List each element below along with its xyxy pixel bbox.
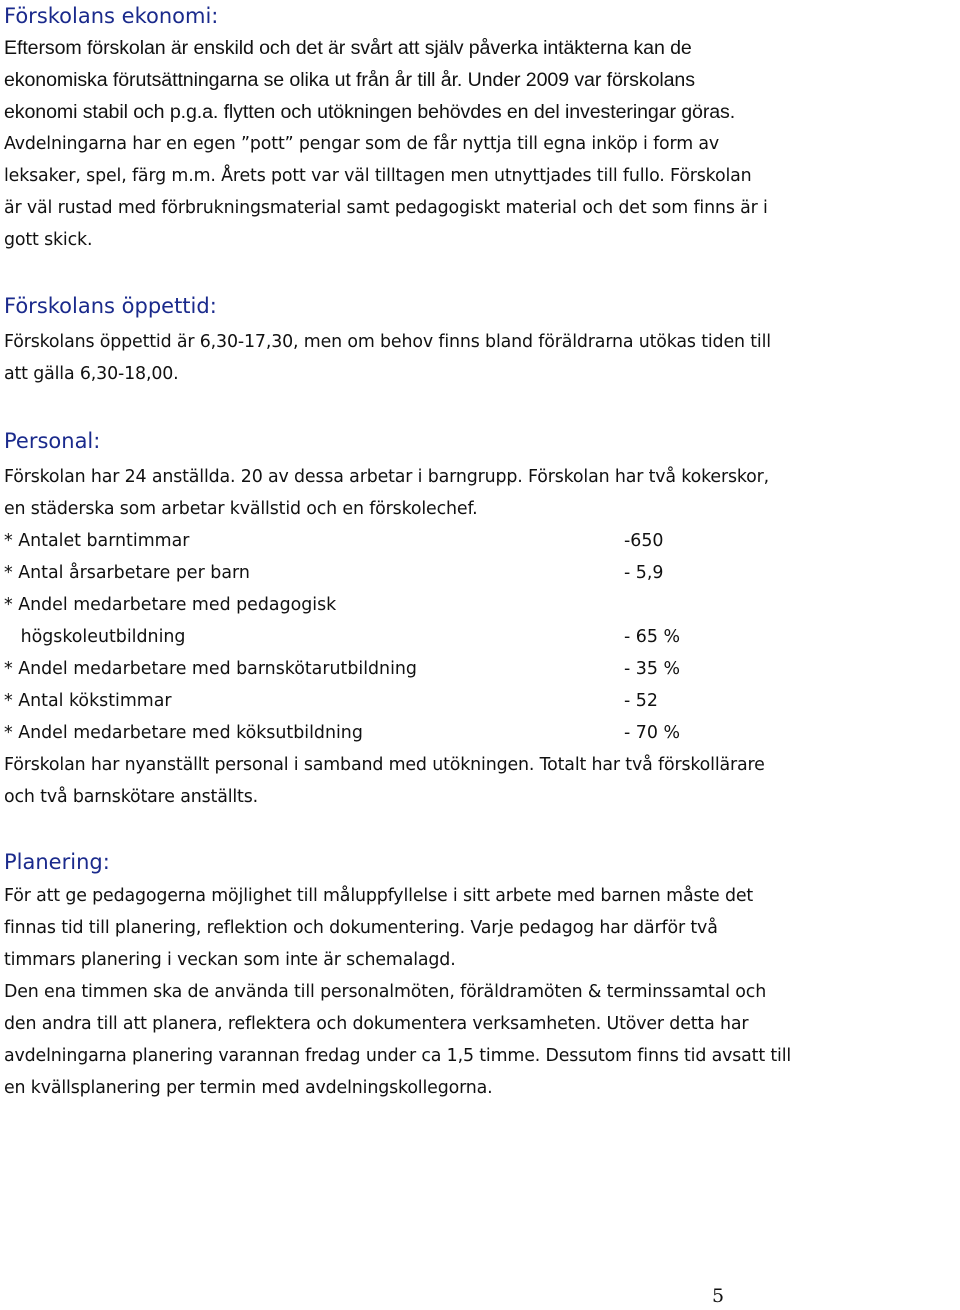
text-line: är väl rustad med förbrukningsmaterial samt pedagogiskt material och det som finns är i [4, 198, 768, 218]
stat-label: * Andel medarbetare med barnskötarutbildning [4, 659, 417, 679]
text-line: ekonomi stabil och p.g.a. flytten och utökningen behövdes en del investeringar göras. [4, 101, 736, 123]
stat-label: * Andel medarbetare med pedagogisk [4, 595, 337, 615]
paragraph-planering [4, 880, 956, 1104]
text-line: att gälla 6,30-18,00. [4, 364, 179, 384]
section-oppettid [4, 290, 956, 390]
section-planering [4, 846, 956, 1104]
text-line: Avdelningarna har en egen ”pott” pengar som de får nyttja till egna inköp i form av [4, 134, 720, 154]
stat-label: högskoleutbildning [4, 627, 186, 647]
text-line: gott skick. [4, 230, 93, 250]
stat-row [4, 557, 956, 589]
text-line: timmars planering i veckan som inte är schemalagd. [4, 950, 456, 970]
stat-value: - 70 % [624, 723, 680, 743]
stat-row [4, 685, 956, 717]
stat-value: - 65 % [624, 627, 680, 647]
section-ekonomi [4, 0, 956, 256]
section-personal [4, 425, 956, 813]
stat-label: * Antal årsarbetare per barn [4, 563, 250, 583]
stat-row [4, 525, 956, 557]
paragraph-personal-closing [4, 749, 956, 813]
text-line: och två barnskötare anställts. [4, 787, 259, 807]
stat-label: * Antal kökstimmar [4, 691, 172, 711]
text-line: Förskolan har 24 anställda. 20 av dessa arbetar i barngrupp. Förskolan har två kokerskor, [4, 467, 770, 487]
stat-value: - 35 % [624, 659, 680, 679]
stat-value: -650 [624, 531, 664, 551]
stat-row [4, 621, 956, 653]
stat-value: - 52 [624, 691, 658, 711]
text-line: Eftersom förskolan är enskild och det är svårt att själv påverka intäkterna kan de [4, 37, 692, 59]
heading-personal: Personal: [4, 429, 101, 453]
text-line: Förskolans öppettid är 6,30-17,30, men om behov finns bland föräldrarna utökas tiden till [4, 332, 771, 352]
text-line: avdelningarna planering varannan fredag under ca 1,5 timme. Dessutom finns tid avsatt till [4, 1046, 792, 1066]
text-line: en städerska som arbetar kvällstid och en förskolechef. [4, 499, 478, 519]
page-number: 5 [712, 1285, 725, 1307]
text-line: För att ge pedagogerna möjlighet till måluppfyllelse i sitt arbete med barnen måste det [4, 886, 754, 906]
paragraph-ekonomi-2 [4, 128, 956, 256]
paragraph-ekonomi-1 [4, 32, 956, 128]
paragraph-personal [4, 461, 956, 525]
stat-row [4, 653, 956, 685]
stat-row [4, 589, 956, 621]
text-line: ekonomiska förutsättningarna se olika ut från år till år. Under 2009 var förskolans [4, 69, 695, 91]
stat-value: - 5,9 [624, 563, 664, 583]
heading-planering: Planering: [4, 850, 110, 874]
stat-label: * Antalet barntimmar [4, 531, 190, 551]
paragraph-oppettid [4, 326, 956, 390]
text-line: finnas tid till planering, reflektion och dokumentering. Varje pedagog har därför två [4, 918, 718, 938]
text-line: leksaker, spel, färg m.m. Årets pott var väl tilltagen men utnyttjades till fullo. Förskolan [4, 166, 752, 186]
text-line: en kvällsplanering per termin med avdelningskollegorna. [4, 1078, 493, 1098]
stat-label: * Andel medarbetare med köksutbildning [4, 723, 363, 743]
text-line: Förskolan har nyanställt personal i samband med utökningen. Totalt har två förskollärare [4, 755, 765, 775]
heading-ekonomi: Förskolans ekonomi: [4, 4, 219, 28]
heading-oppettid: Förskolans öppettid: [4, 294, 217, 318]
stat-row [4, 717, 956, 749]
text-line: den andra till att planera, reflektera och dokumentera verksamheten. Utöver detta har [4, 1014, 749, 1034]
text-line: Den ena timmen ska de använda till personalmöten, föräldramöten & terminssamtal och [4, 982, 767, 1002]
personal-stats-list [4, 525, 956, 749]
